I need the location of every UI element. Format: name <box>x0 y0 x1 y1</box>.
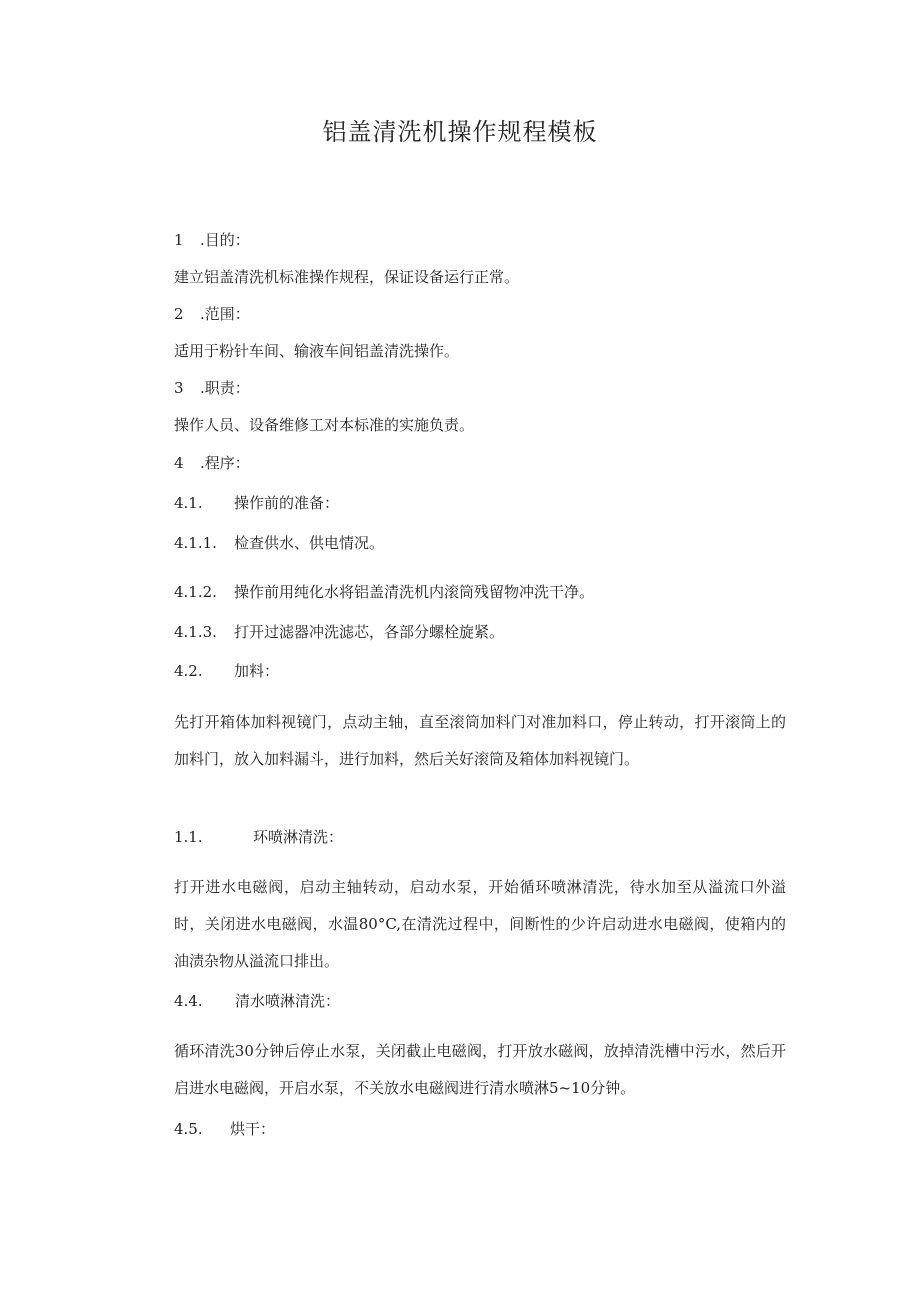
section-4-5-heading <box>174 1119 275 1139</box>
section-4-heading <box>174 453 250 473</box>
section-number: 4.1.1. <box>174 534 217 552</box>
section-label: 操作前的准备： <box>234 494 340 512</box>
section-1-body: 建立铝盖清洗机标准操作规程，保证设备运行正常。 <box>174 268 520 286</box>
section-text: 检查供水、供电情况。 <box>234 534 385 552</box>
section-label: .目的： <box>200 231 250 249</box>
document-title: 铝盖清洗机操作规程模板 <box>322 118 598 146</box>
section-4-1-1 <box>174 533 384 553</box>
section-number: 2 <box>174 305 184 323</box>
section-2-heading <box>174 304 250 324</box>
section-number: 4.1.3. <box>174 623 217 641</box>
section-4-4-heading <box>174 991 340 1011</box>
section-1-1-heading <box>174 827 343 847</box>
section-4-4-body: 循环清洗30分钟后停止水泵，关闭截止电磁阀，打开放水磁阀，放掉清洗槽中污水，然后开启进水电磁阀，开启水泵，不关放水电磁阀进行清水喷淋5~10分钟。 <box>174 1042 786 1097</box>
section-label: 清水喷淋清洗： <box>235 992 341 1010</box>
section-number: 4.4. <box>174 992 203 1010</box>
section-number: 4.1. <box>174 494 203 512</box>
section-label: .程序： <box>200 454 250 472</box>
section-3-body: 操作人员、设备维修工对本标准的实施负责。 <box>174 416 475 434</box>
section-number: 4.2. <box>174 662 203 680</box>
section-number: 4.1.2. <box>174 583 217 601</box>
section-number: 1 <box>174 231 184 249</box>
section-4-1-2 <box>174 582 594 602</box>
section-number: 4 <box>174 454 184 472</box>
section-1-1-body: 打开进水电磁阀，启动主轴转动，启动水泵，开始循环喷淋清洗，待水加至从溢流口外溢时，关闭进水电磁阀，水温80°C,在清洗过程中，间断性的少许启动进水电磁阀，使箱内的油渍杂物从溢流口排出。 <box>174 878 786 970</box>
section-3-heading <box>174 378 250 398</box>
section-4-1-heading <box>174 493 339 513</box>
section-text: 打开过滤器冲洗滤芯，各部分螺栓旋紧。 <box>234 623 505 641</box>
section-label: 烘干： <box>230 1120 276 1138</box>
section-label: 加料： <box>234 662 280 680</box>
section-label: .职责： <box>200 379 250 397</box>
section-number: 1.1. <box>174 828 203 846</box>
section-text: 操作前用纯化水将铝盖清洗机内滚筒残留物冲洗干净。 <box>234 583 595 601</box>
section-4-1-3 <box>174 622 504 642</box>
section-number: 4.5. <box>174 1120 203 1138</box>
section-label: .范围： <box>200 305 250 323</box>
section-2-body: 适用于粉针车间、输液车间铝盖清洗操作。 <box>174 342 460 360</box>
section-1-heading <box>174 230 250 250</box>
section-4-2-heading <box>174 661 279 681</box>
section-number: 3 <box>174 379 184 397</box>
section-4-2-body: 先打开箱体加料视镜门，点动主轴，直至滚筒加料门对准加料口，停止转动，打开滚筒上的加料门，放入加料漏斗，进行加料，然后关好滚筒及箱体加料视镜门。 <box>174 713 786 768</box>
section-label: 环喷淋清洗： <box>253 828 344 846</box>
